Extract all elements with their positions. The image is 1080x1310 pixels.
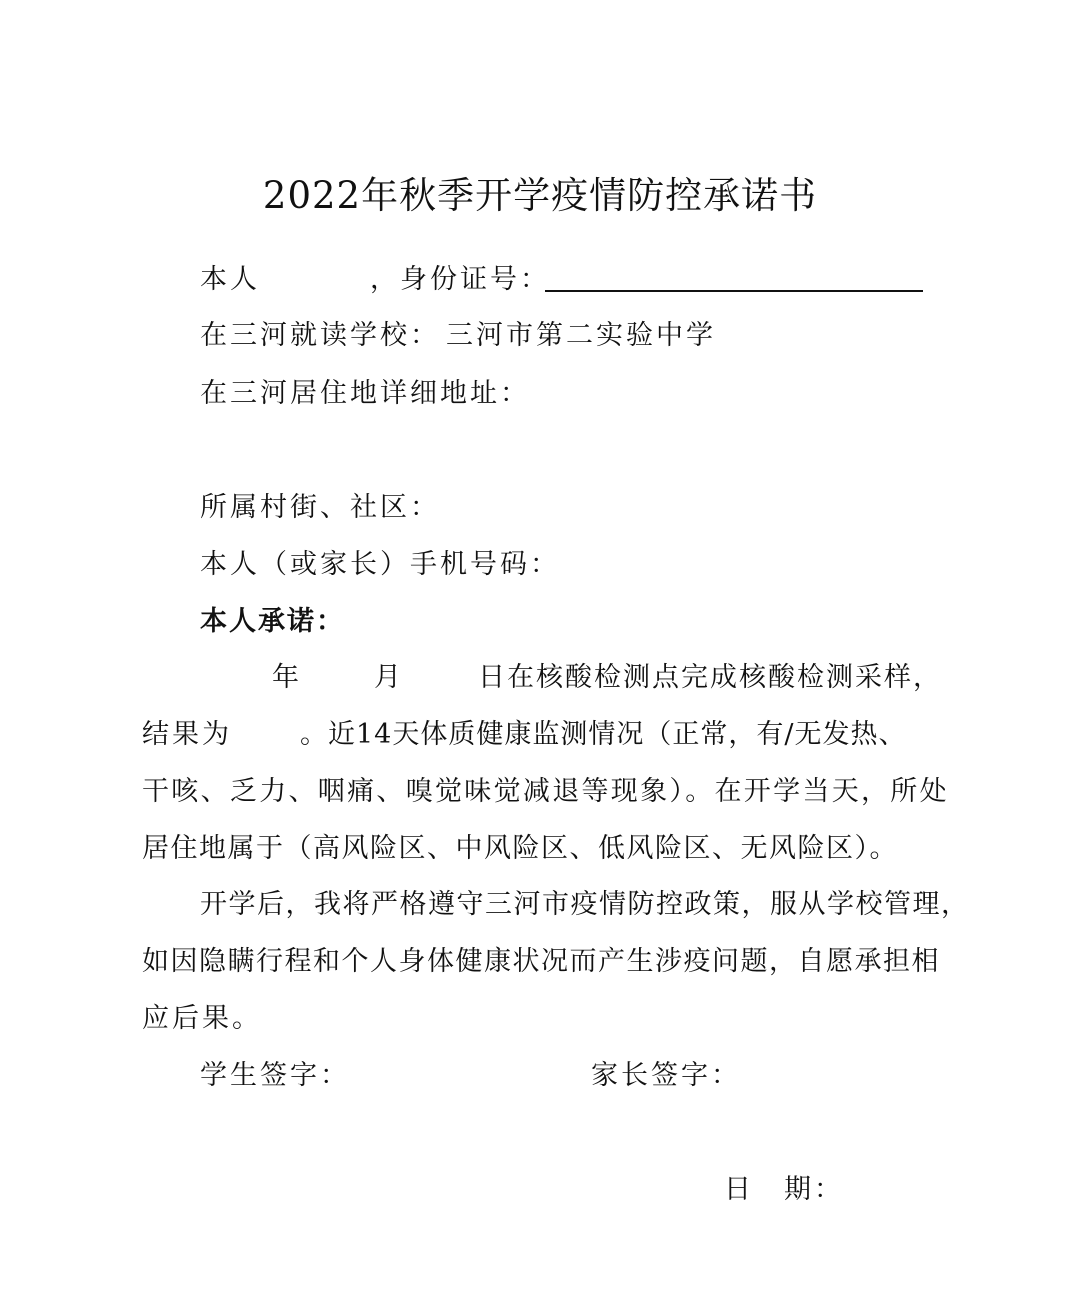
phone-label: 本人（或家长）手机号码： — [200, 549, 560, 580]
name-label: 本人 — [200, 264, 260, 295]
promise-line-4: 居住地属于（高风险区、中风险区、低风险区、无风险区）。 — [142, 833, 898, 864]
promise-line-3: 干咳、乏力、咽痛、嗅觉味觉减退等现象）。在开学当天，所处 — [142, 776, 949, 807]
community-label: 所属村街、社区： — [200, 492, 440, 523]
address-label: 在三河居住地详细地址： — [200, 378, 530, 409]
student-signature-label: 学生签字： — [200, 1060, 350, 1091]
paragraph-2-line-1: 开学后，我将严格遵守三河市疫情防控政策，服从学校管理， — [200, 889, 970, 920]
id-number-label: ，身份证号： — [370, 264, 550, 295]
parent-signature-label: 家长签字： — [591, 1060, 741, 1091]
year-label: 年 — [272, 662, 302, 693]
promise-line-2: 。近14天体质健康监测情况（正常，有/无发热、 — [300, 719, 907, 750]
id-number-underline — [545, 290, 923, 292]
date-label: 日 期： — [724, 1174, 844, 1205]
document-title: 2022年秋季开学疫情防控承诺书 — [262, 174, 818, 217]
paragraph-2-line-2: 如因隐瞒行程和个人身体健康状况而产生涉疫问题，自愿承担相 — [142, 946, 940, 977]
promise-heading: 本人承诺： — [200, 606, 345, 637]
school-label: 在三河就读学校： — [200, 320, 440, 351]
result-label: 结果为 — [142, 719, 232, 750]
paragraph-2-line-3: 应后果。 — [142, 1003, 262, 1034]
promise-line-1: 日在核酸检测点完成核酸检测采样， — [478, 662, 942, 693]
school-value: 三河市第二实验中学 — [446, 320, 716, 351]
month-label: 月 — [374, 662, 404, 693]
